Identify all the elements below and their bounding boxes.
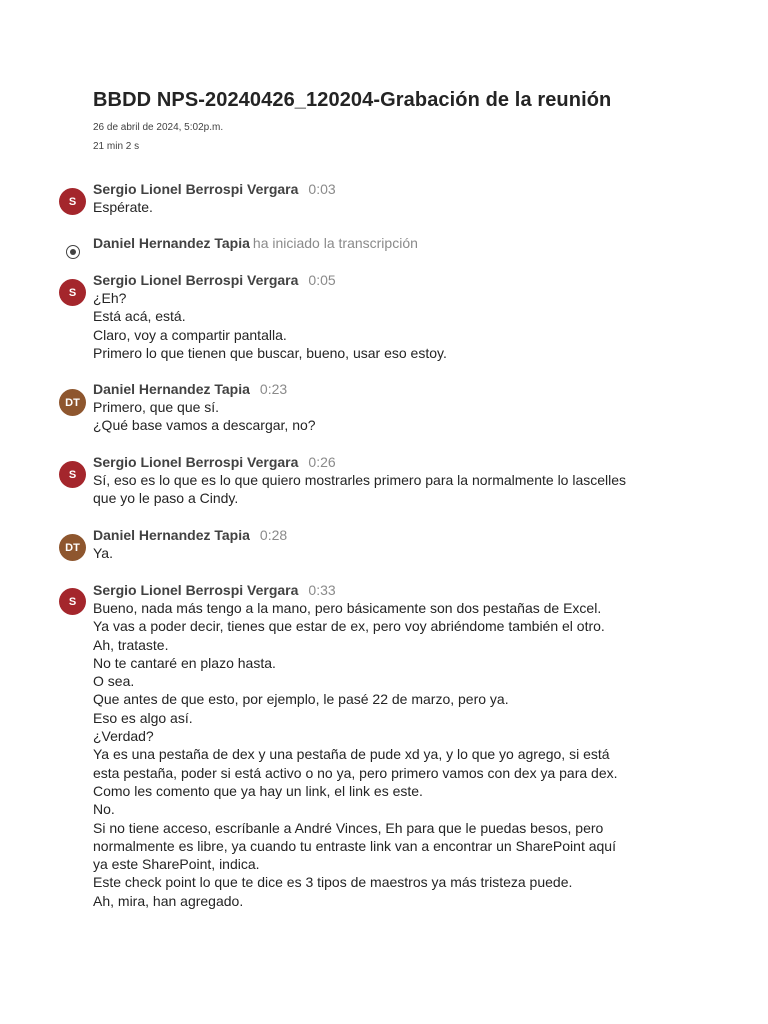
- entry-header: [93, 453, 336, 471]
- speaker-name: Daniel Hernandez Tapia: [93, 381, 250, 397]
- event-line: [93, 234, 418, 252]
- message-line: O sea.: [93, 673, 135, 690]
- avatar: S: [59, 279, 86, 306]
- message-text: [93, 398, 693, 435]
- message-text: [93, 198, 693, 216]
- speaker-name: Sergio Lionel Berrospi Vergara: [93, 582, 299, 598]
- message-line: Que antes de que esto, por ejemplo, le pasé 22 de marzo, pero ya.: [93, 691, 509, 708]
- entry-header: [93, 380, 287, 398]
- message-line: No te cantaré en plazo hasta.: [93, 654, 276, 671]
- message-line: Está acá, está.: [93, 308, 186, 325]
- avatar: S: [59, 461, 86, 488]
- speaker-name: Daniel Hernandez Tapia: [93, 235, 250, 251]
- avatar: DT: [59, 534, 86, 561]
- message-text: [93, 599, 693, 910]
- speaker-name: Sergio Lionel Berrospi Vergara: [93, 454, 299, 470]
- speaker-name: Sergio Lionel Berrospi Vergara: [93, 272, 299, 288]
- timestamp: 0:03: [308, 181, 336, 197]
- message-line: Primero, que que sí.: [93, 399, 220, 415]
- message-line: Sí, eso es lo que es lo que quiero mostrarles primero para la normalmente lo lascelles: [93, 472, 627, 488]
- entry-header: [93, 271, 336, 289]
- message-line: que yo le paso a Cindy.: [93, 490, 239, 507]
- message-line: Espérate.: [93, 199, 153, 215]
- entry-header: [93, 581, 336, 599]
- message-line: Ya es una pestaña de dex y una pestaña de pude xd ya, y lo que yo agrego, si está: [93, 746, 610, 763]
- record-icon: [66, 245, 80, 259]
- message-line: ¿Qué base vamos a descargar, no?: [93, 417, 316, 434]
- message-line: esta pestaña, poder si está activo o no ya, pero primero vamos con dex ya para dex.: [93, 764, 618, 781]
- avatar: DT: [59, 389, 86, 416]
- message-line: Ya.: [93, 545, 113, 561]
- message-line: Ya vas a poder decir, tienes que estar de ex, pero voy abriéndome también el otro.: [93, 618, 605, 635]
- meeting-date: 26 de abril de 2024, 5:02p.m.: [93, 122, 224, 133]
- timestamp: 0:33: [308, 582, 336, 598]
- message-text: [93, 289, 693, 362]
- entry-header: [93, 526, 287, 544]
- message-line: Primero lo que tienen que buscar, bueno, usar eso estoy.: [93, 344, 447, 361]
- message-text: [93, 544, 693, 562]
- message-line: No.: [93, 801, 115, 818]
- message-line: Como les comento que ya hay un link, el link es este.: [93, 782, 423, 799]
- timestamp: 0:05: [308, 272, 336, 288]
- message-line: Claro, voy a compartir pantalla.: [93, 326, 287, 343]
- timestamp: 0:28: [259, 527, 288, 543]
- event-text: ha iniciado la transcripción: [252, 235, 418, 251]
- message-line: Este check point lo que te dice es 3 tipos de maestros ya más tristeza puede.: [93, 874, 573, 891]
- timestamp: 0:23: [259, 381, 288, 397]
- message-line: Ah, mira, han agregado.: [93, 892, 244, 909]
- timestamp: 0:26: [308, 454, 336, 470]
- message-line: Si no tiene acceso, escríbanle a André Vinces, Eh para que le puedas besos, pero: [93, 819, 604, 836]
- message-line: ¿Eh?: [93, 290, 127, 306]
- message-text: [93, 471, 693, 508]
- message-line: normalmente es libre, ya cuando tu entraste link van a encontrar un SharePoint aquí: [93, 837, 616, 854]
- speaker-name: Daniel Hernandez Tapia: [93, 527, 250, 543]
- meeting-duration: 21 min 2 s: [93, 141, 140, 152]
- message-line: ya este SharePoint, indica.: [93, 856, 260, 873]
- message-line: Bueno, nada más tengo a la mano, pero básicamente son dos pestañas de Excel.: [93, 600, 602, 616]
- speaker-name: Sergio Lionel Berrospi Vergara: [93, 181, 299, 197]
- avatar: S: [59, 188, 86, 215]
- message-line: Eso es algo así.: [93, 709, 193, 726]
- message-line: ¿Verdad?: [93, 728, 154, 745]
- page-title: BBDD NPS-20240426_120204-Grabación de la reunión: [93, 89, 612, 111]
- message-line: Ah, trataste.: [93, 636, 169, 653]
- entry-header: [93, 180, 336, 198]
- avatar: S: [59, 588, 86, 615]
